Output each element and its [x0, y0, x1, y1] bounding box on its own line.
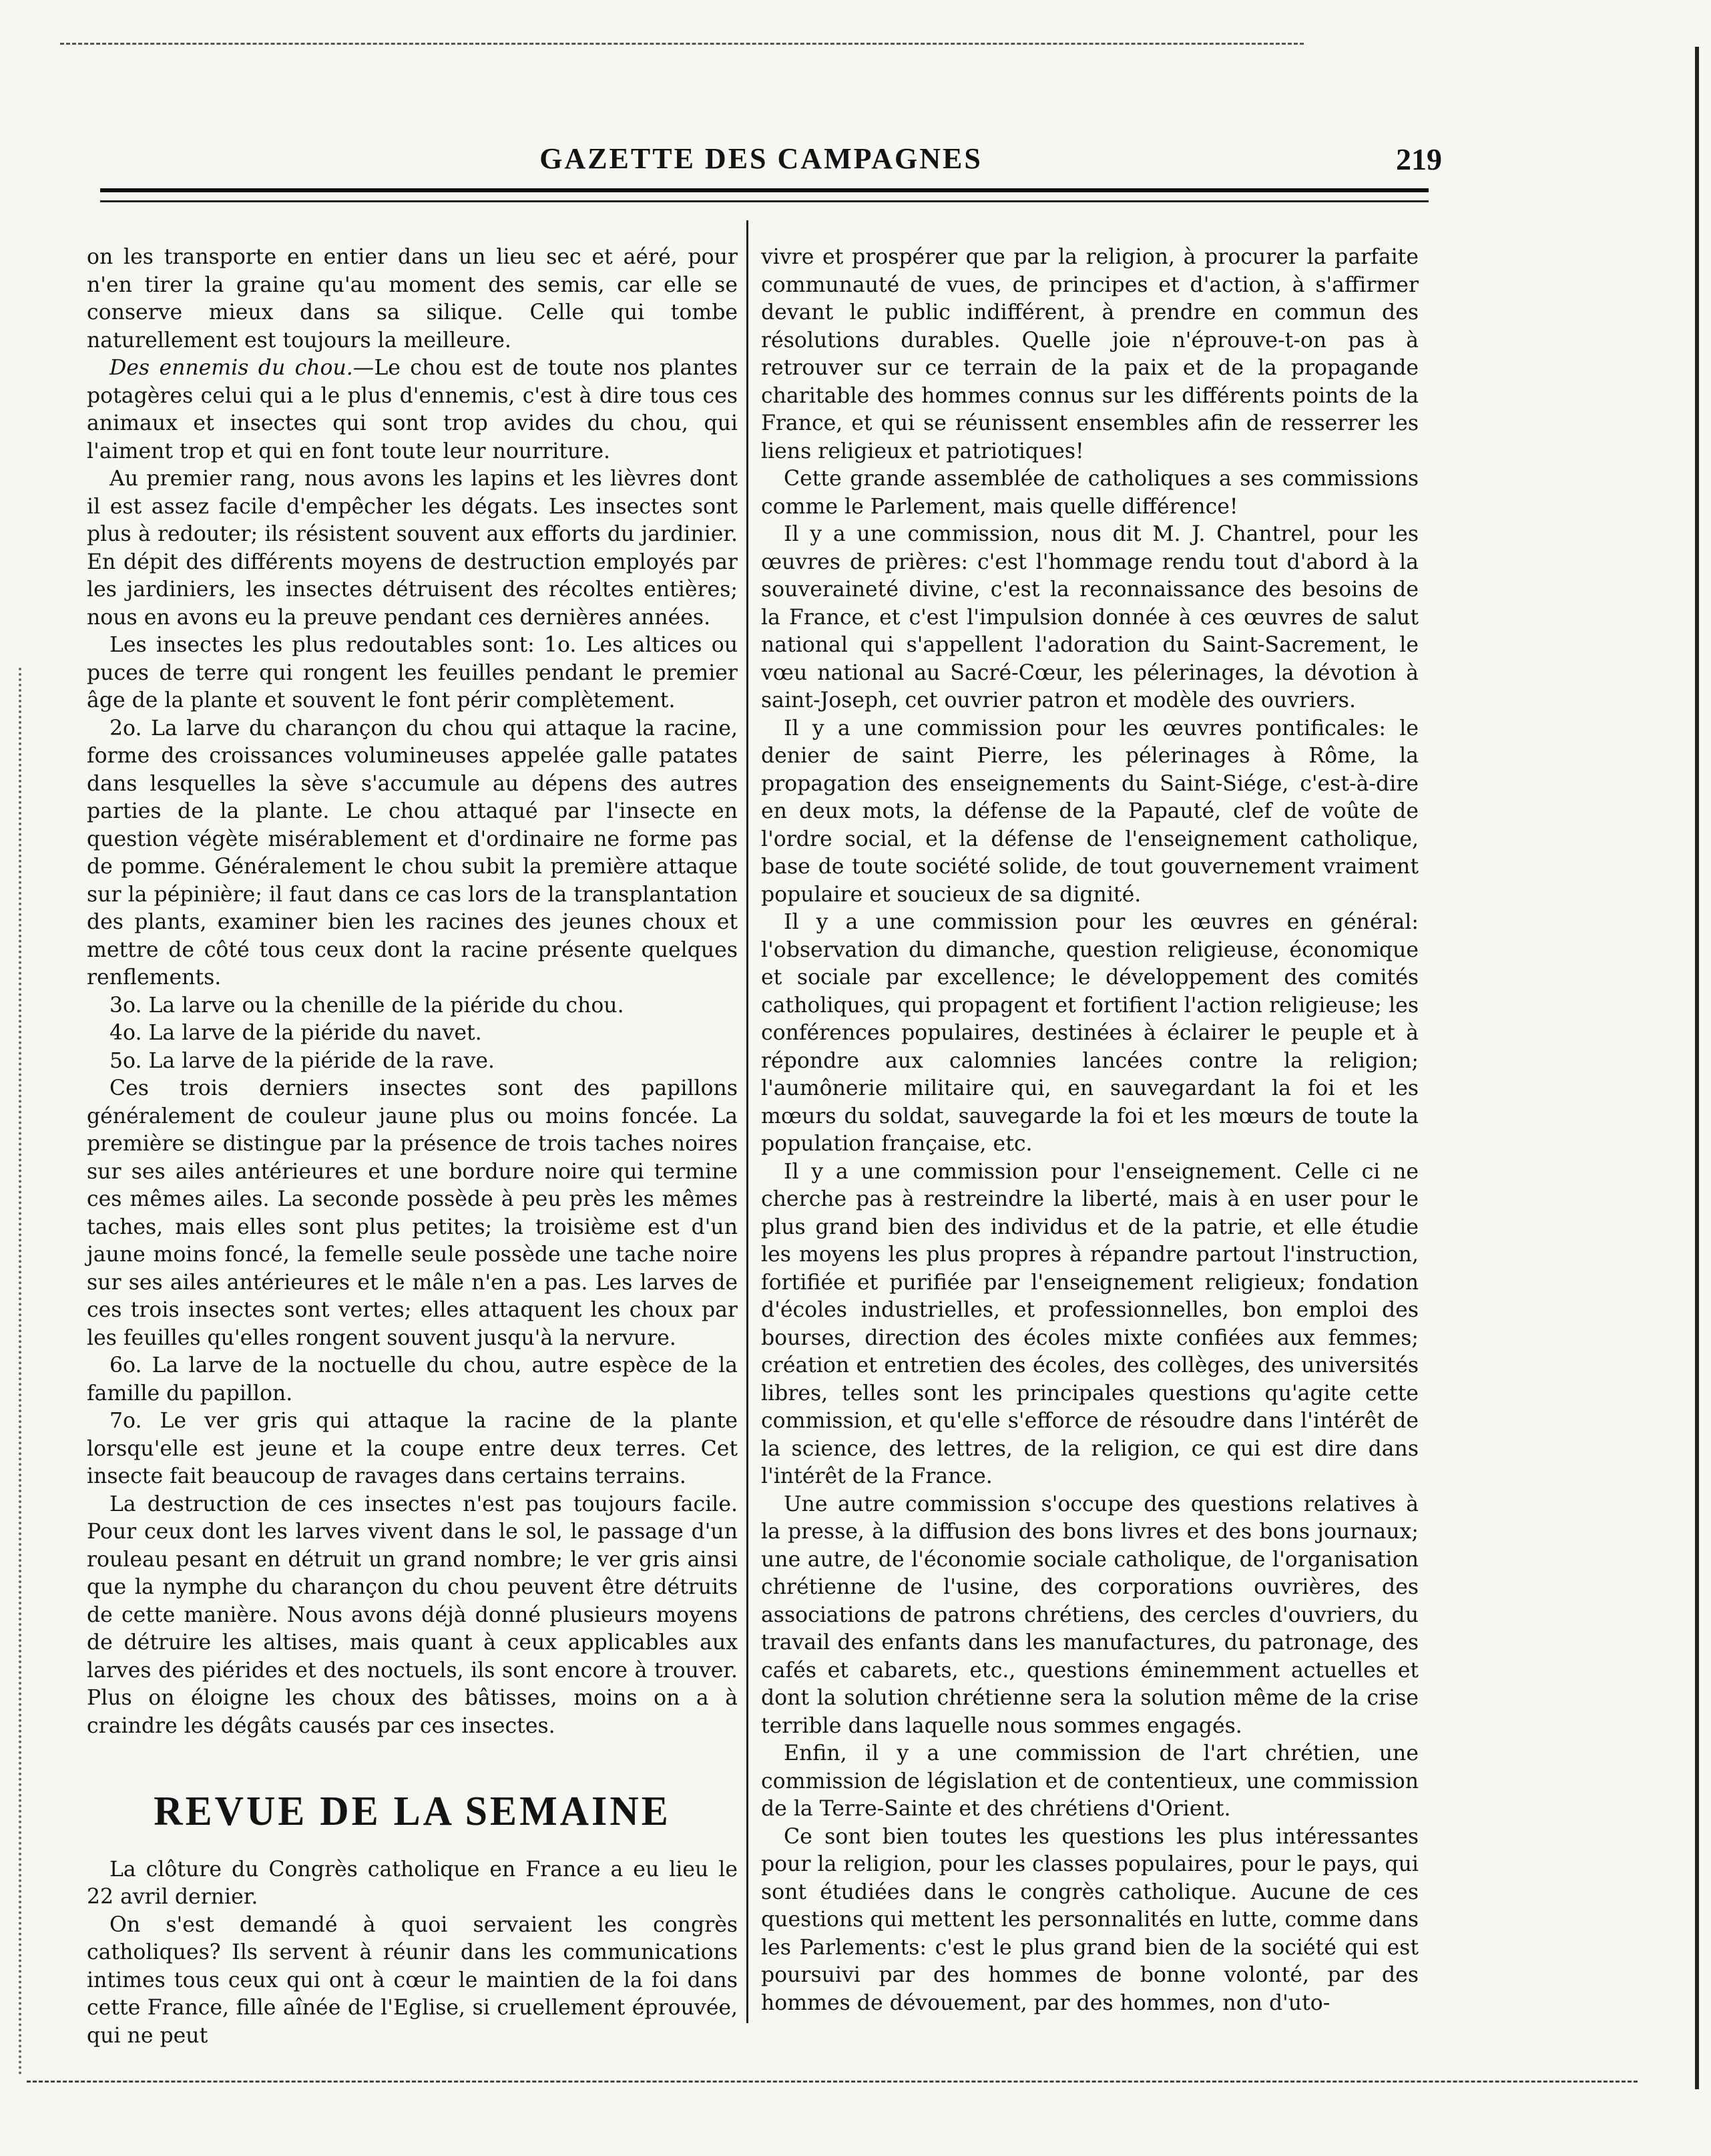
list-item: 3o. La larve ou la chenille de la piéride du chou. [109, 993, 624, 1018]
paragraph: on les transporte en entier dans un lieu sec et aéré, pour n'en tirer la graine qu'au moment des semis, car elle se conserve mieux dans sa silique. Celle qui tombe naturellement est toujours la meilleure. [87, 245, 738, 353]
paragraph: Il y a une commission pour l'enseignement. Celle ci ne cherche pas à restreindre la liberté, mais à en user pour le plus grand bien des individus et de la patrie, et elle étudie les moyens les plus propres à répandre partout l'instruction, fortifiée et purifiée par l'enseignement religieux; fondation d'écoles industrielles, et professionnelles, bon emploi des bourses, direction des écoles mixte confiées aux femmes; création et entretien des écoles, des collèges, des universités libres, telles sont les principales questions qu'agite cette commission, et qu'elle s'efforce de résoudre dans l'intérêt de la science, des lettres, de la religion, ce qui est dire dans l'intérêt de la France. [761, 1159, 1419, 1488]
scan-artifact-bottom [27, 2081, 1638, 2083]
page-header [100, 142, 1442, 182]
column-left [87, 244, 738, 2050]
section-heading-italic: Des ennemis du chou.— [109, 356, 375, 380]
paragraph: Ces trois derniers insectes sont des papillons généralement de couleur jaune plus ou moins foncée. La première se distingue par la présence de trois taches noires sur ses ailes antérieures et une bordure noire qui termine ces mêmes ailes. La seconde possède à peu près les mêmes taches, mais elles sont plus petites; la troisième est d'un jaune moins foncé, la femelle seule possède une tache noire sur ses ailes antérieures et le mâle n'en a pas. Les larves de ces trois insectes sont vertes; elles attaquent les choux par les feuilles qu'elles rongent souvent jusqu'à la nervure. [87, 1076, 738, 1350]
paragraph: Enfin, il y a une commission de l'art chrétien, une commission de législation et de contentieux, une commission de la Terre-Sainte et des chrétiens d'Orient. [761, 1741, 1419, 1821]
paragraph: 2o. La larve du charançon du chou qui attaque la racine, forme des croissances volumineuses appelée galle patates dans lesquelles la sève s'accumule au dépens des autres parties de la plante. Le chou attaqué par l'insecte en question végète misérablement et d'ordinaire ne forme pas de pomme. Généralement le chou subit la première attaque sur la pépinière; il faut dans ce cas lors de la transplantation des plants, examiner bien les racines des jeunes choux et mettre de côté tous ceux dont la racine présente quelques renflements. [87, 716, 738, 990]
paragraph: Au premier rang, nous avons les lapins et les lièvres dont il est assez facile d'empêcher les dégats. Les insectes sont plus à redouter; ils résistent souvent aux efforts du jardinier. En dépit des différents moyens de destruction employés par les jardiniers, les insectes détruisent des récoltes entières; nous en avons eu la preuve pendant ces dernières années. [87, 467, 738, 630]
column-divider [746, 220, 748, 2023]
paragraph: La destruction de ces insectes n'est pas toujours facile. Pour ceux dont les larves vivent dans le sol, le passage d'un rouleau pesant en détruit un grand nombre; le ver gris ainsi que la nymphe du charançon du chou peuvent être détruits de cette manière. Nous avons déjà donné plusieurs moyens de détruire les altises, mais quant à ceux applicables aux larves des piérides et des noctuels, ils sont encore à trouver. Plus on éloigne les choux des bâtisses, moins on a à craindre les dégâts causés par ces insectes. [87, 1492, 738, 1738]
header-rule [100, 188, 1429, 192]
list-item: 5o. La larve de la piéride de la rave. [109, 1048, 495, 1073]
paragraph: Il y a une commission pour les œuvres pontificales: le denier de saint Pierre, les pélerinages à Rôme, la propagation des enseignements du Saint-Siége, c'est-à-dire en deux mots, la défense de la Papauté, clef de voûte de l'ordre social, et la défense de l'enseignement catholique, base de toute société solide, de tout gouvernement vraiment populaire et soucieux de sa dignité. [761, 716, 1419, 907]
page-number: 219 [1396, 142, 1442, 176]
paragraph: Ce sont bien toutes les questions les plus intéressantes pour la religion, pour les classes populaires, pour le pays, qui sont étudiées dans le congrès catholique. Aucune de ces questions qui mettent les personnalités en lutte, comme dans les Parlements: c'est le plus grand bien de la société qui est poursuivi par des hommes de bonne volonté, par des hommes de dévouement, par des hommes, non d'uto- [761, 1824, 1419, 2015]
list-item: 7o. Le ver gris qui attaque la racine de la plante lorsqu'elle est jeune et la coupe entre deux terres. Cet insecte fait beaucoup de ravages dans certains terrains. [87, 1409, 738, 1488]
section-title-revue: REVUE DE LA SEMAINE [154, 1787, 671, 1834]
paragraph: Les insectes les plus redoutables sont: 1o. Les altices ou puces de terre qui rongent les feuilles pendant le premier âge de la plante et souvent le font périr complètement. [87, 633, 738, 712]
paragraph-ennemis-du-chou [87, 355, 738, 465]
paragraph: Cette grande assemblée de catholiques a ses commissions comme le Parlement, mais quelle différence! [761, 467, 1419, 519]
paragraph: vivre et prospérer que par la religion, à procurer la parfaite communauté de vues, de principes et d'action, à s'affirmer devant le public indifférent, à prendre en commun des résolutions durables. Quelle joie n'éprouve-t-on pas à retrouver sur ce terrain de la paix et de la propagande charitable des hommes connus sur les différents points de la France, et qui se réunissent ensembles afin de resserrer les liens religieux et patriotiques! [761, 245, 1419, 463]
scan-artifact-left-edge [19, 668, 21, 2076]
header-rule-thin [100, 200, 1429, 202]
paragraph: La clôture du Congrès catholique en France a eu lieu le 22 avril dernier. [87, 1857, 738, 1909]
paragraph: On s'est demandé à quoi servaient les congrès catholiques? Ils servent à réunir dans les communications intimes tous ceux qui ont à cœur le maintien de la foi dans cette France, fille aînée de l'Eglise, si cruellement éprouvée, qui ne peut [87, 1912, 738, 2048]
column-right [761, 244, 1419, 2017]
scan-artifact-right-edge [1695, 47, 1699, 2089]
paragraph: Il y a une commission, nous dit M. J. Chantrel, pour les œuvres de prières: c'est l'hommage rendu tout d'abord à la souveraineté divine, c'est la reconnaissance des besoins de la France, et c'est l'impulsion donnée à ces œuvres de salut national qui s'appellent l'adoration du Saint-Sacrement, le vœu national au Sacré-Cœur, les pélerinages, la dévotion à saint-Joseph, cet ouvrier patron et modèle des ouvriers. [761, 522, 1419, 712]
list-item: 6o. La larve de la noctuelle du chou, autre espèce de la famille du papillon. [87, 1353, 738, 1406]
paragraph: Il y a une commission pour les œuvres en général: l'observation du dimanche, question religieuse, économique et sociale par excellence; le développement des comités catholiques, qui propagent et fortifient l'action religieuse; les conférences populaires, destinées à éclairer le peuple et à répondre aux calomnies lancées contre la religion; l'aumônerie militaire qui, en sauvegardant la foi et les mœurs du soldat, sauvegarde la foi et les mœurs de toute la population française, etc. [761, 910, 1419, 1156]
list-item: 4o. La larve de la piéride du navet. [109, 1021, 482, 1045]
paragraph: Une autre commission s'occupe des questions relatives à la presse, à la diffusion des bons livres et des bons journaux; une autre, de l'économie sociale catholique, de l'organisation chrétienne de l'usine, des corporations ouvrières, des associations de patrons chrétiens, des cercles d'ouvriers, du travail des enfants dans les manufactures, du patronage, des cafés et cabarets, etc., questions éminemment actuelles et dont la solution chrétienne sera la solution même de la crise terrible dans laquelle nous sommes engagés. [761, 1492, 1419, 1738]
paragraph-text: Le chou est de toute nos plantes potagères celui qui a le plus d'ennemis, c'est à dire tous ces animaux et insectes qui sont trop avides du chou, qui l'aiment trop et qui en font toute leur nourriture. [87, 356, 738, 463]
masthead-title: GAZETTE DES CAMPAGNES [539, 142, 983, 175]
scan-artifact-top [60, 43, 1304, 45]
